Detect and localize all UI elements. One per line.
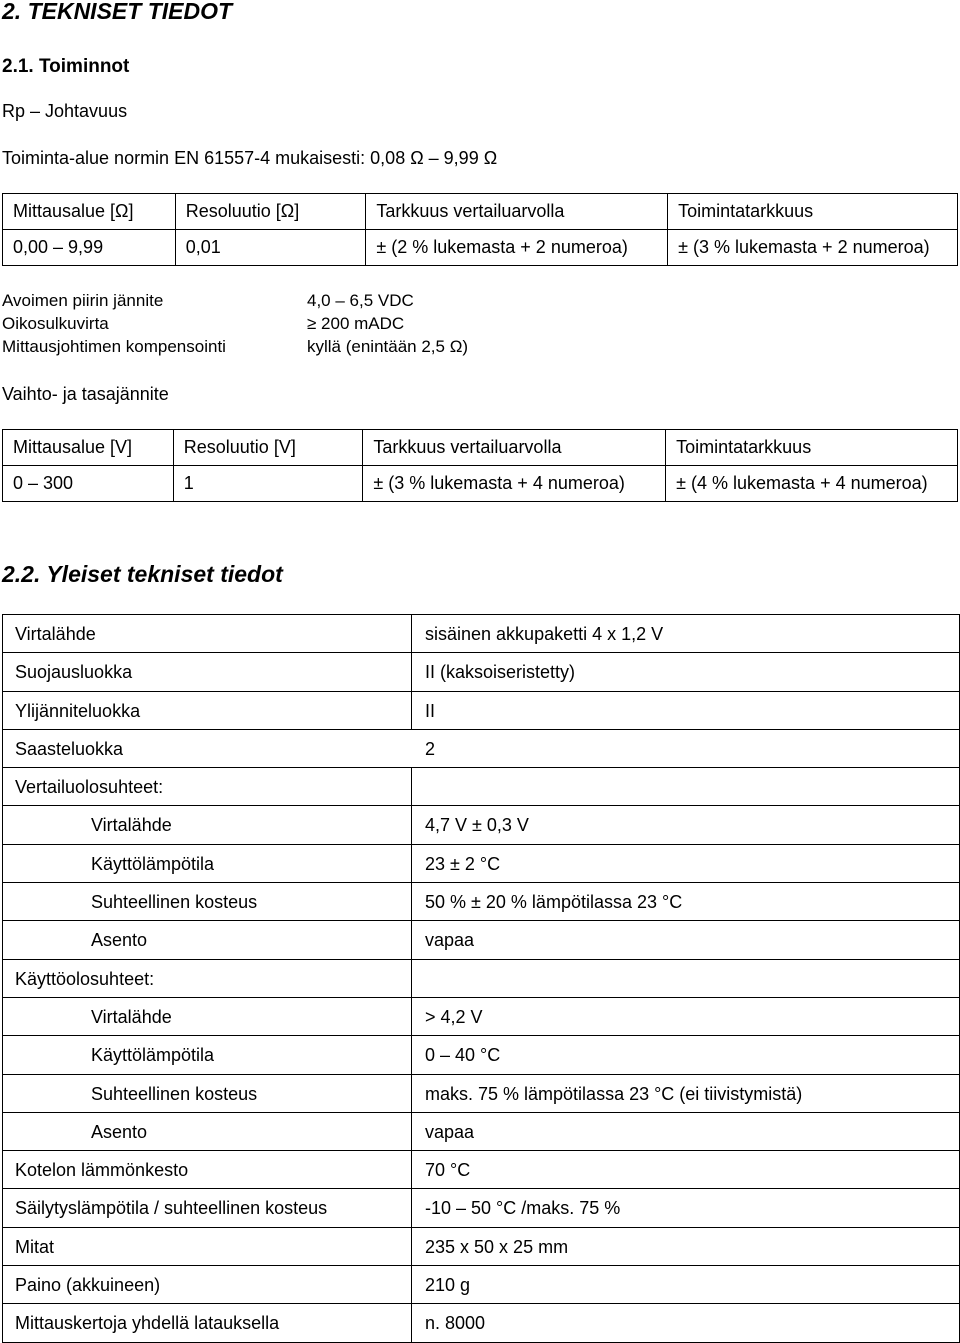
spec-label: Kotelon lämmönkesto (15, 1160, 189, 1181)
voltage-table (2, 429, 958, 502)
rp-title: Rp – Johtavuus (2, 101, 128, 121)
table-cell: ± (2 % lukemasta + 2 numeroa) (366, 230, 668, 266)
spec-row (3, 768, 959, 806)
table-header-cell: Toimintatarkkuus (668, 194, 958, 230)
spec-value: maks. 75 % lämpötilassa 23 °C (ei tiivistymistä) (425, 1083, 803, 1104)
spec-label: Käyttöolosuhteet: (15, 968, 155, 989)
spec-label: Vertailuolosuhteet: (15, 777, 164, 798)
spec-row (3, 1266, 959, 1304)
table-header-cell: Toimintatarkkuus (666, 430, 958, 466)
spec-value: n. 8000 (425, 1313, 486, 1334)
rp-table (2, 193, 958, 266)
spec-label: Suojausluokka (15, 662, 133, 683)
table-cell: ± (3 % lukemasta + 2 numeroa) (668, 230, 958, 266)
table-header-cell: Resoluutio [V] (173, 430, 363, 466)
spec-value: 2 (425, 738, 436, 759)
spec-row (3, 1036, 959, 1074)
spec-row (3, 883, 959, 921)
spec-row (3, 806, 959, 844)
spec-label: Virtalähde (91, 1006, 172, 1027)
spec-value: II (kaksoiseristetty) (425, 662, 576, 683)
table-row (3, 230, 958, 266)
spec-label: Virtalähde (15, 624, 96, 644)
table-cell: ± (3 % lukemasta + 4 numeroa) (363, 466, 666, 502)
table-header-cell: Tarkkuus vertailuarvolla (366, 194, 668, 230)
spec-label: Käyttölämpötila (91, 853, 215, 874)
spec-label: Käyttölämpötila (91, 1045, 215, 1066)
section-title: 2. TEKNISET TIEDOT (2, 0, 233, 24)
spec-label: Mittauskertoja yhdellä latauksella (15, 1313, 280, 1334)
spec-row (3, 1075, 959, 1113)
spec-row (3, 1151, 959, 1189)
spec-value: 23 ± 2 °C (425, 853, 501, 874)
param-label: Mittausjohtimen kompensointi (2, 337, 226, 356)
param-value: ≥ 200 mADC (307, 314, 405, 333)
param-value: kyllä (enintään 2,5 Ω) (307, 337, 469, 356)
general-specs-table (2, 614, 960, 1343)
table-header-cell: Resoluutio [Ω] (175, 194, 366, 230)
table-header-cell: Tarkkuus vertailuarvolla (363, 430, 666, 466)
spec-value: II (425, 700, 436, 721)
spec-label: Paino (akkuineen) (15, 1275, 161, 1296)
param-label: Avoimen piirin jännite (2, 291, 164, 310)
spec-row (3, 1113, 959, 1151)
subsection-general-title: 2.2. Yleiset tekniset tiedot (2, 561, 283, 587)
table-cell: 0 – 300 (3, 466, 174, 502)
spec-value: 210 g (425, 1275, 471, 1296)
spec-row (3, 998, 959, 1036)
spec-value: -10 – 50 °C /maks. 75 % (425, 1198, 621, 1219)
spec-row (3, 1228, 959, 1266)
table-row (3, 466, 958, 502)
subsection-functions-title: 2.1. Toiminnot (2, 56, 130, 77)
spec-row (3, 615, 959, 653)
spec-label: Virtalähde (91, 815, 172, 836)
param-value: 4,0 – 6,5 VDC (307, 291, 414, 310)
table-header-cell: Mittausalue [Ω] (3, 194, 176, 230)
table-cell: 1 (173, 466, 363, 502)
table-header-cell: Mittausalue [V] (3, 430, 174, 466)
table-header-row (3, 194, 958, 230)
table-cell: 0,01 (175, 230, 366, 266)
spec-label: Asento (91, 930, 148, 951)
spec-row (3, 692, 959, 730)
spec-row (3, 921, 959, 959)
spec-label: Suhteellinen kosteus (91, 892, 258, 913)
spec-value: 4,7 V ± 0,3 V (425, 815, 529, 836)
spec-label: Suhteellinen kosteus (91, 1083, 258, 1104)
voltage-title: Vaihto- ja tasajännite (2, 384, 169, 404)
spec-row (3, 845, 959, 883)
spec-value: 50 % ± 20 % lämpötilassa 23 °C (425, 892, 683, 913)
spec-row (3, 960, 959, 998)
spec-row (3, 653, 959, 691)
spec-label: Säilytyslämpötila / suhteellinen kosteus (15, 1198, 328, 1219)
table-cell: ± (4 % lukemasta + 4 numeroa) (666, 466, 958, 502)
spec-value: > 4,2 V (425, 1006, 483, 1027)
param-label: Oikosulkuvirta (2, 314, 109, 333)
spec-row (3, 1189, 959, 1227)
spec-label: Mitat (15, 1236, 55, 1257)
rp-range-text: Toiminta-alue normin EN 61557-4 mukaisesti: 0,08 Ω – 9,99 Ω (2, 148, 498, 168)
spec-value: 0 – 40 °C (425, 1045, 501, 1066)
spec-value: vapaa (425, 1121, 475, 1142)
spec-label: Ylijänniteluokka (15, 700, 141, 721)
spec-value: 235 x 50 x 25 mm (425, 1236, 569, 1257)
spec-row (3, 730, 959, 768)
table-header-row (3, 430, 958, 466)
spec-row (3, 1304, 959, 1342)
spec-label: Asento (91, 1121, 148, 1142)
spec-value: sisäinen akkupaketti 4 x 1,2 V (425, 624, 664, 644)
spec-value: 70 °C (425, 1160, 471, 1181)
table-cell: 0,00 – 9,99 (3, 230, 176, 266)
spec-label: Saasteluokka (15, 738, 124, 759)
spec-value: vapaa (425, 930, 475, 951)
